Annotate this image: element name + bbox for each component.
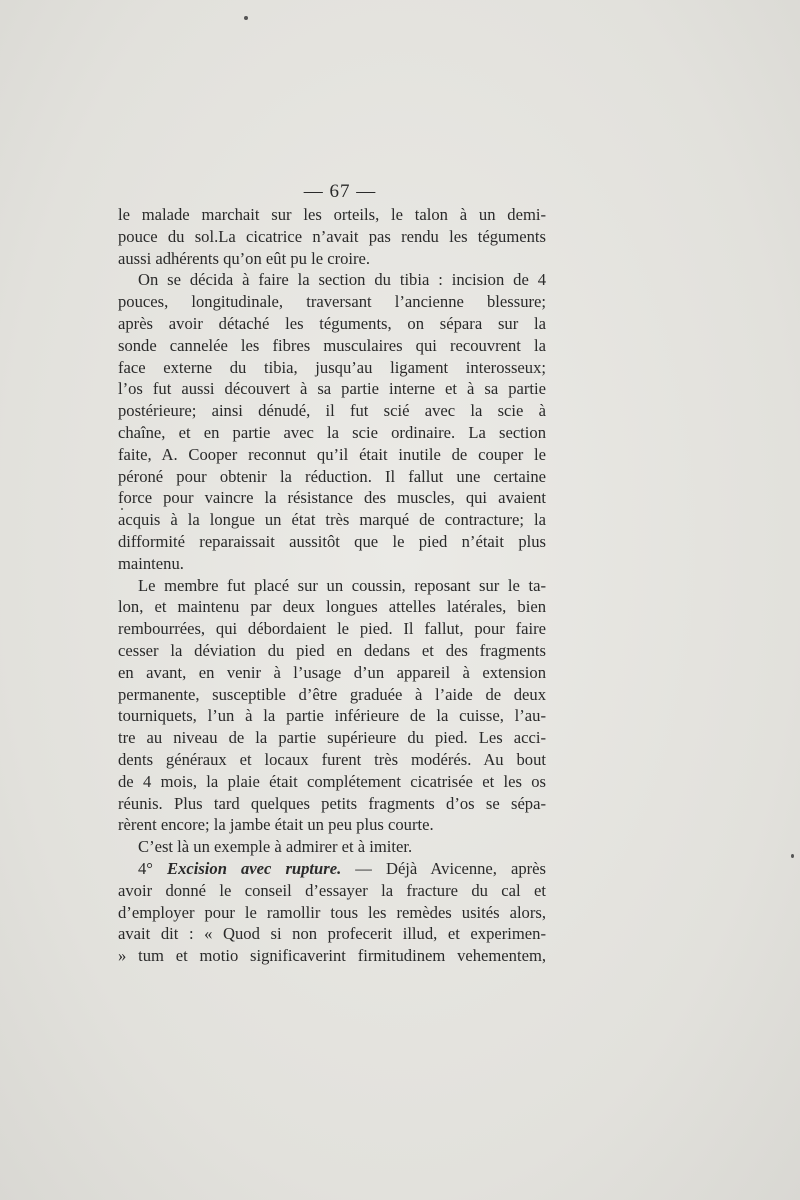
text-segment: de 4 mois, la plaie était complétement cicatrisée et les os bbox=[118, 771, 546, 791]
text-line bbox=[118, 749, 546, 771]
body-text bbox=[118, 204, 546, 967]
text-line bbox=[118, 705, 546, 727]
text-segment: cesser la déviation du pied en dedans et des fragments bbox=[118, 640, 546, 660]
text-line bbox=[118, 204, 546, 226]
text-segment: permanente, susceptible d’être graduée à l’aide de deux bbox=[118, 684, 546, 704]
text-segment: avait dit : « Quod si non profecerit illud, et experimen- bbox=[118, 924, 546, 944]
ink-speck bbox=[791, 854, 794, 858]
text-segment: pouce du sol.La cicatrice n’avait pas rendu les téguments bbox=[118, 226, 546, 246]
text-line bbox=[118, 618, 546, 640]
section-heading-italic: Excision avec rupture. bbox=[167, 858, 342, 878]
text-line bbox=[118, 575, 546, 597]
page-number: — 67 — bbox=[303, 181, 377, 202]
text-line bbox=[118, 793, 546, 815]
text-segment: rèrent encore; la jambe était un peu plus courte. bbox=[118, 815, 434, 835]
text-line bbox=[118, 378, 546, 400]
text-line bbox=[118, 727, 546, 749]
text-line bbox=[118, 335, 546, 357]
text-segment: chaîne, et en partie avec la scie ordinaire. La section bbox=[118, 422, 546, 442]
text-line bbox=[118, 684, 546, 706]
text-segment: rembourrées, qui débordaient le pied. Il fallut, pour faire bbox=[118, 619, 546, 639]
text-line bbox=[118, 509, 546, 531]
text-segment: l’os fut aussi découvert à sa partie interne et à sa partie bbox=[118, 379, 546, 399]
text-line bbox=[118, 858, 546, 880]
text-segment: sonde cannelée les fibres musculaires qui recouvrent la bbox=[118, 335, 546, 355]
text-segment: pouces, longitudinale, traversant l’ancienne blessure; bbox=[118, 292, 546, 312]
text-segment: péroné pour obtenir la réduction. Il fallut une certaine bbox=[118, 466, 546, 486]
text-segment: difformité reparaissait aussitôt que le pied n’était plus bbox=[118, 531, 546, 551]
text-segment: le malade marchait sur les orteils, le talon à un demi- bbox=[118, 205, 546, 224]
text-line bbox=[118, 531, 546, 553]
text-line bbox=[118, 923, 546, 945]
text-line bbox=[118, 422, 546, 444]
text-segment: On se décida à faire la section du tibia : incision de 4 bbox=[138, 270, 546, 290]
text-segment: Le membre fut placé sur un coussin, reposant sur le ta- bbox=[138, 575, 546, 595]
text-segment: dents généraux et locaux furent très modérés. Au bout bbox=[118, 749, 546, 769]
text-line bbox=[118, 814, 546, 836]
text-segment: après avoir détaché les téguments, on sépara sur la bbox=[118, 313, 546, 333]
text-line bbox=[118, 640, 546, 662]
text-line bbox=[118, 313, 546, 335]
text-line bbox=[118, 771, 546, 793]
text-line bbox=[118, 291, 546, 313]
text-segment: tourniquets, l’un à la partie inférieure de la cuisse, l’au- bbox=[118, 706, 546, 726]
text-segment: face externe du tibia, jusqu’au ligament interosseux; bbox=[118, 357, 546, 377]
text-segment: faite, A. Cooper reconnut qu’il était inutile de couper le bbox=[118, 444, 546, 464]
text-line bbox=[118, 662, 546, 684]
text-segment: avoir donné le conseil d’essayer la fracture du cal et bbox=[118, 880, 546, 900]
text-segment: 4° bbox=[138, 858, 167, 878]
text-line bbox=[118, 553, 546, 575]
text-line bbox=[118, 880, 546, 902]
text-line bbox=[118, 945, 546, 967]
text-segment: C’est là un exemple à admirer et à imiter. bbox=[138, 837, 413, 857]
text-segment: — Déjà Avicenne, après bbox=[341, 858, 546, 878]
text-segment: » tum et motio significaverint firmitudinem vehementem, bbox=[118, 946, 546, 966]
text-segment: d’employer pour le ramollir tous les remèdes usités alors, bbox=[118, 902, 546, 922]
text-line bbox=[118, 444, 546, 466]
text-line bbox=[118, 400, 546, 422]
text-line bbox=[118, 836, 546, 858]
text-line bbox=[118, 248, 546, 270]
text-segment: acquis à la longue un état très marqué de contracture; la bbox=[118, 510, 546, 530]
text-line bbox=[118, 466, 546, 488]
text-segment: en avant, en venir à l’usage d’un appareil à extension bbox=[118, 662, 546, 682]
ink-speck bbox=[244, 16, 248, 20]
text-segment: réunis. Plus tard quelques petits fragments d’os se sépa- bbox=[118, 793, 546, 813]
text-line bbox=[118, 226, 546, 248]
text-line bbox=[118, 596, 546, 618]
text-segment: aussi adhérents qu’on eût pu le croire. bbox=[118, 248, 371, 268]
text-segment: force pour vaincre la résistance des muscles, qui avaient bbox=[118, 488, 546, 508]
ink-speck bbox=[121, 508, 123, 510]
text-segment: postérieure; ainsi dénudé, il fut scié avec la scie à bbox=[118, 401, 546, 421]
text-line bbox=[118, 487, 546, 509]
text-line bbox=[118, 902, 546, 924]
text-line bbox=[118, 357, 546, 379]
text-line bbox=[118, 269, 546, 291]
text-segment: tre au niveau de la partie supérieure du pied. Les acci- bbox=[118, 728, 546, 748]
text-segment: maintenu. bbox=[118, 553, 184, 573]
text-segment: lon, et maintenu par deux longues attelles latérales, bien bbox=[118, 597, 546, 617]
